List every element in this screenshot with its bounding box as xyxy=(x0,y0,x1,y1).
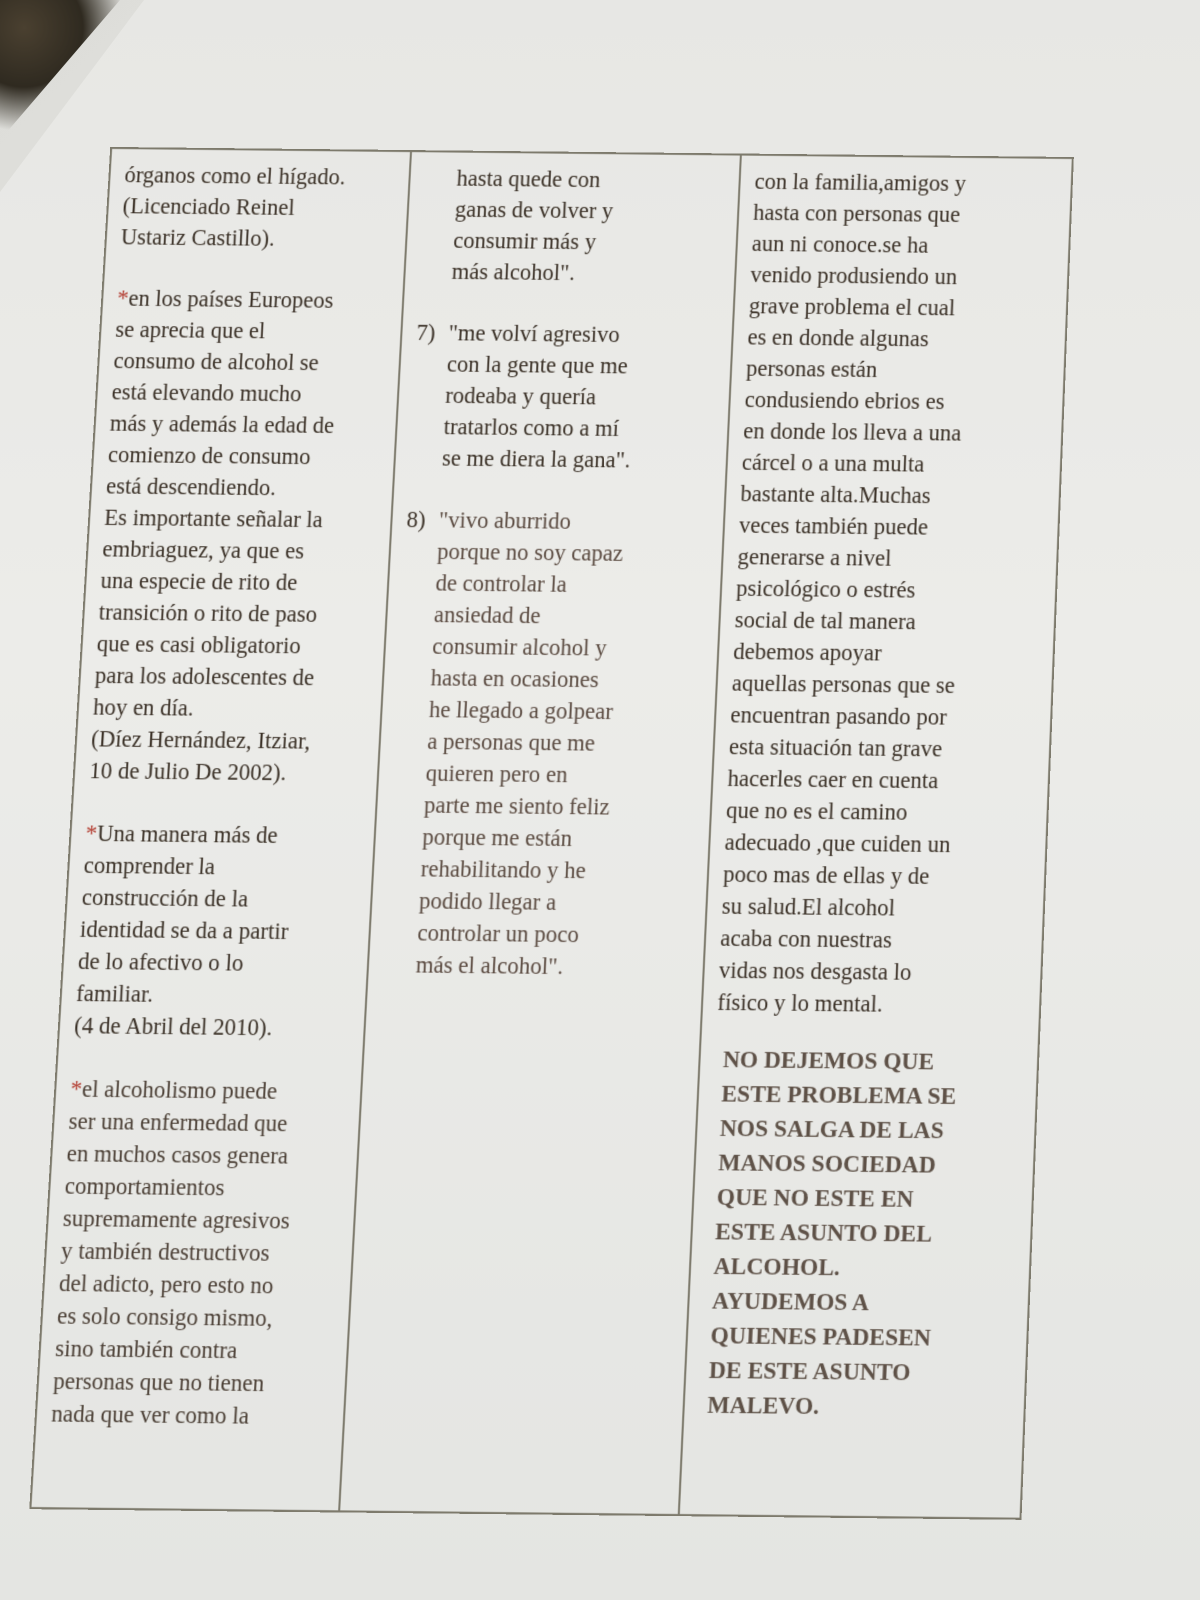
testimony-8-text: "vivo aburrido porque no soy capaz de controlar la ansiedad de consumir alcohol y hasta en ocasiones he llegado a golpear a personas que me quieren pero en parte me siento feliz porque me están rehabilitando y he podido llegar a controlar un poco más el alcohol". xyxy=(415,507,624,980)
bullet-asterisk: * xyxy=(116,285,130,311)
testimony-item-7 xyxy=(409,317,718,477)
item-number: 7) xyxy=(415,319,436,346)
testimony-7-text: "me volví agresivo con la gente que me rodeaba y quería tratarlos como a mí se me diera la gana". xyxy=(441,320,632,473)
col3-body-text: con la familia,amigos y hasta con personas que aun ni conoce.se ha venido produsiendo un grave problema el cual es en donde algunas personas están condusiendo ebrios es en donde los lleva a una cárcel o a una multa bastante alta.Muchas veces también puede generarse a nivel psicológico o estrés social de tal manera debemos apoyar aquellas personas que se encuentran pasando por esta situación tan grave hacerles caer en cuenta que no es el camino adecuado ,que cuiden un poco mas de ellas y de su salud.El alcohol acaba con nuestras vidas nos desgasta lo físico y lo mental. xyxy=(716,168,967,1017)
col2-intro-text: hasta quede con ganas de volver y consumir más y más alcohol". xyxy=(451,165,614,286)
col1-paragraph-2-text: en los países Europeos se aprecia que el consumo de alcohol se está elevando mucho más y además la edad de comienzo de consumo está descendiendo. Es importante señalar la embriaguez, ya que es una especie de rito de transición o rito de paso que es casi obligatorio para los adolescentes de hoy en día. (Díez Hernández, Itziar, 10 de Julio De 2002). xyxy=(88,285,335,786)
col1-paragraph-3 xyxy=(73,817,360,1044)
column-3 xyxy=(680,156,1072,1518)
col2-intro xyxy=(419,162,725,289)
bullet-asterisk: * xyxy=(84,820,98,847)
col1-paragraph-2 xyxy=(88,282,388,789)
bullet-asterisk: * xyxy=(69,1075,83,1102)
col1-paragraph-3-text: Una manera más de comprender la construcción de la identidad se da a partir de lo afectivo o lo familiar. (4 de Abril del 2010). xyxy=(73,820,290,1041)
item-number: 8) xyxy=(406,506,427,533)
col1-paragraph-4-text: el alcoholismo puede ser una enfermedad que en muchos casos genera comportamientos supremamente agresivos y también destructivos del adicto, pero esto no es solo consigo mismo, sino también contra personas que no tienen nada que ver como la xyxy=(50,1075,291,1429)
column-2 xyxy=(340,152,742,1514)
col1-paragraph-4 xyxy=(50,1073,346,1433)
col3-capitals-call-to-action: NO DEJEMOS QUE ESTE PROBLEMA SE NOS SALGA DE LAS MANOS SOCIEDAD QUE NO ESTE EN ESTE ASUNTO DEL ALCOHOL. AYUDEMOS A QUIENES PADESEN DE ESTE ASUNTO MALEVO. xyxy=(706,1046,957,1420)
three-column-table xyxy=(29,147,1074,1520)
col1-paragraph-1: órganos como el hígado. (Licenciado Reinel Ustariz Castillo). xyxy=(120,162,347,251)
testimony-item-8 xyxy=(382,504,709,984)
